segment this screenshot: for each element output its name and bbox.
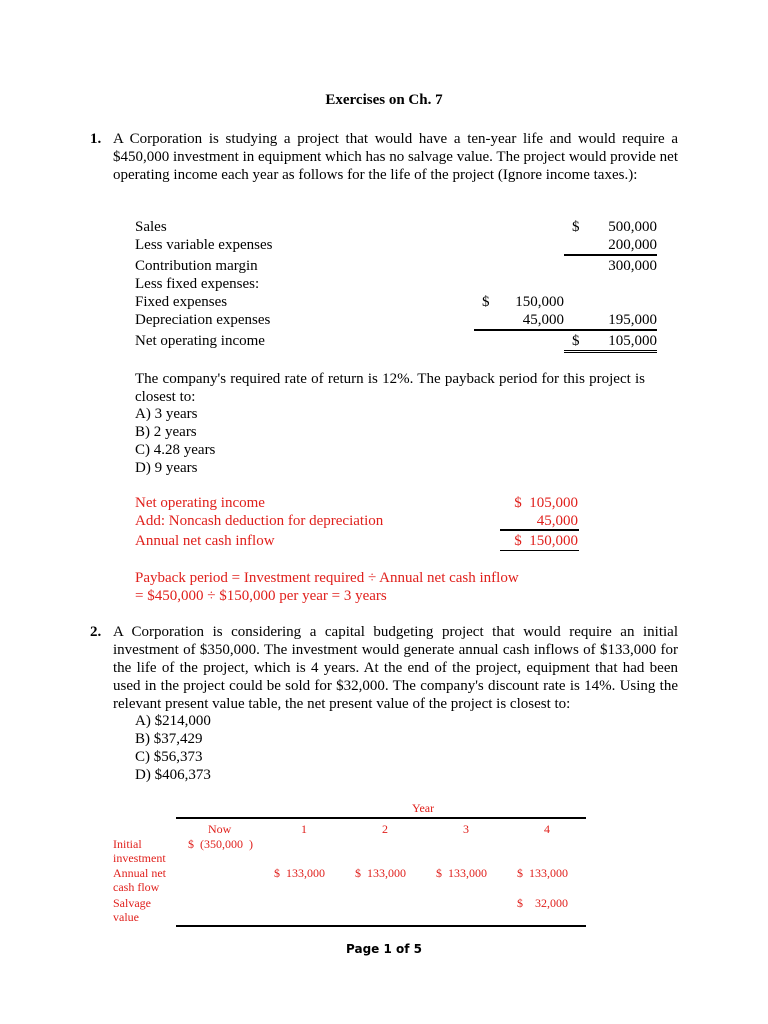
choice-a: A) 3 years (135, 406, 198, 422)
annual-cash-flow-year-2: $ 133,000 (355, 866, 406, 880)
column-year-1: 1 (301, 822, 307, 836)
rule-fixed-total (474, 329, 657, 331)
answer-noi-value: $ 105,000 (514, 495, 578, 511)
less-fixed-label: Less fixed expenses: (135, 276, 260, 292)
question-1-number: 1. (90, 131, 102, 147)
variable-expenses-value: 200,000 (608, 237, 657, 253)
initial-investment-now: $ (350,000 ) (188, 837, 253, 851)
rule-answer-double-top (500, 550, 579, 551)
annual-cash-flow-year-1: $ 133,000 (274, 866, 325, 880)
depreciation-value: 45,000 (522, 312, 564, 328)
answer-cash-value: $ 150,000 (514, 533, 578, 549)
page-number: Page 1 of 5 (346, 942, 422, 956)
answer-depreciation-label: Add: Noncash deduction for depreciation (135, 513, 384, 529)
variable-expenses-label: Less variable expenses (135, 237, 273, 253)
salvage-value-year-4: $ 32,000 (517, 896, 568, 910)
question-1-choices (135, 405, 215, 477)
rule-contribution (564, 254, 657, 256)
sales-label: Sales (135, 219, 167, 235)
depreciation-label: Depreciation expenses (135, 312, 271, 328)
contribution-margin-value: 300,000 (608, 258, 657, 274)
row-initial-investment-label: Initial investment (113, 837, 166, 865)
payback-formula: Payback period = Investment required ÷ Annual net cash inflow (135, 570, 519, 586)
annual-cash-flow-year-3: $ 133,000 (436, 866, 487, 880)
rule-answer (500, 529, 579, 531)
choice-d: D) 9 years (135, 460, 198, 476)
answer-cash-label: Annual net cash inflow (135, 533, 275, 549)
fixed-expenses-dollar-sign: $ (482, 294, 490, 310)
sales-value: 500,000 (608, 219, 657, 235)
contribution-margin-label: Contribution margin (135, 258, 258, 274)
question-1-text: A Corporation is studying a project that would have a ten-year life and would require a $450,000 investment in equipment which has no salvage value. The project would provide net operating income each year as follows for the life of the project (Ignore income taxes.): (113, 131, 679, 183)
choice-a: A) $214,000 (135, 713, 211, 729)
choice-b: B) $37,429 (135, 731, 203, 747)
row-annual-cash-flow-label: Annual net cash flow (113, 866, 166, 894)
question-2-text: A Corporation is considering a capital budgeting project that would require an initial investment of $350,000. The investment would generate annual cash inflows of $133,000 for the life of the project, which is 4 years. At the end of the project, equipment that had been used in the project could be sold for $32,000. The company's discount rate is 14%. Using the relevant present value table, the net present value of the project is closest to: (113, 624, 678, 712)
column-year-3: 3 (463, 822, 469, 836)
net-operating-income-dollar-sign: $ (572, 333, 580, 349)
choice-b: B) 2 years (135, 424, 197, 440)
rule-noi-top (564, 350, 657, 351)
year-header: Year (412, 801, 435, 815)
answer-depreciation-value: 45,000 (536, 513, 578, 529)
fixed-expenses-value: 150,000 (515, 294, 564, 310)
choice-d: D) $406,373 (135, 767, 211, 783)
question-2-choices (135, 712, 211, 784)
table-top-rule (176, 817, 586, 819)
choice-c: C) $56,373 (135, 749, 203, 765)
column-now: Now (208, 822, 232, 836)
column-year-2: 2 (382, 822, 388, 836)
net-operating-income-label: Net operating income (135, 333, 265, 349)
rule-noi-bottom (564, 352, 657, 353)
annual-cash-flow-year-4: $ 133,000 (517, 866, 568, 880)
choice-c: C) 4.28 years (135, 442, 216, 458)
answer-noi-label: Net operating income (135, 495, 265, 511)
row-salvage-value-label: Salvage value (113, 896, 151, 924)
net-operating-income-value: 105,000 (608, 333, 657, 349)
question-2-number: 2. (90, 624, 102, 640)
sales-dollar-sign: $ (572, 219, 580, 235)
column-year-4: 4 (544, 822, 550, 836)
payback-result: = $450,000 ÷ $150,000 per year = 3 years (135, 588, 387, 604)
page-title: Exercises on Ch. 7 (325, 92, 443, 108)
table-bottom-rule (176, 925, 586, 927)
fixed-expenses-label: Fixed expenses (135, 294, 228, 310)
question-1-prompt: The company's required rate of return is 12%. The payback period for this project is closest to: (135, 371, 645, 405)
total-fixed-value: 195,000 (608, 312, 657, 328)
